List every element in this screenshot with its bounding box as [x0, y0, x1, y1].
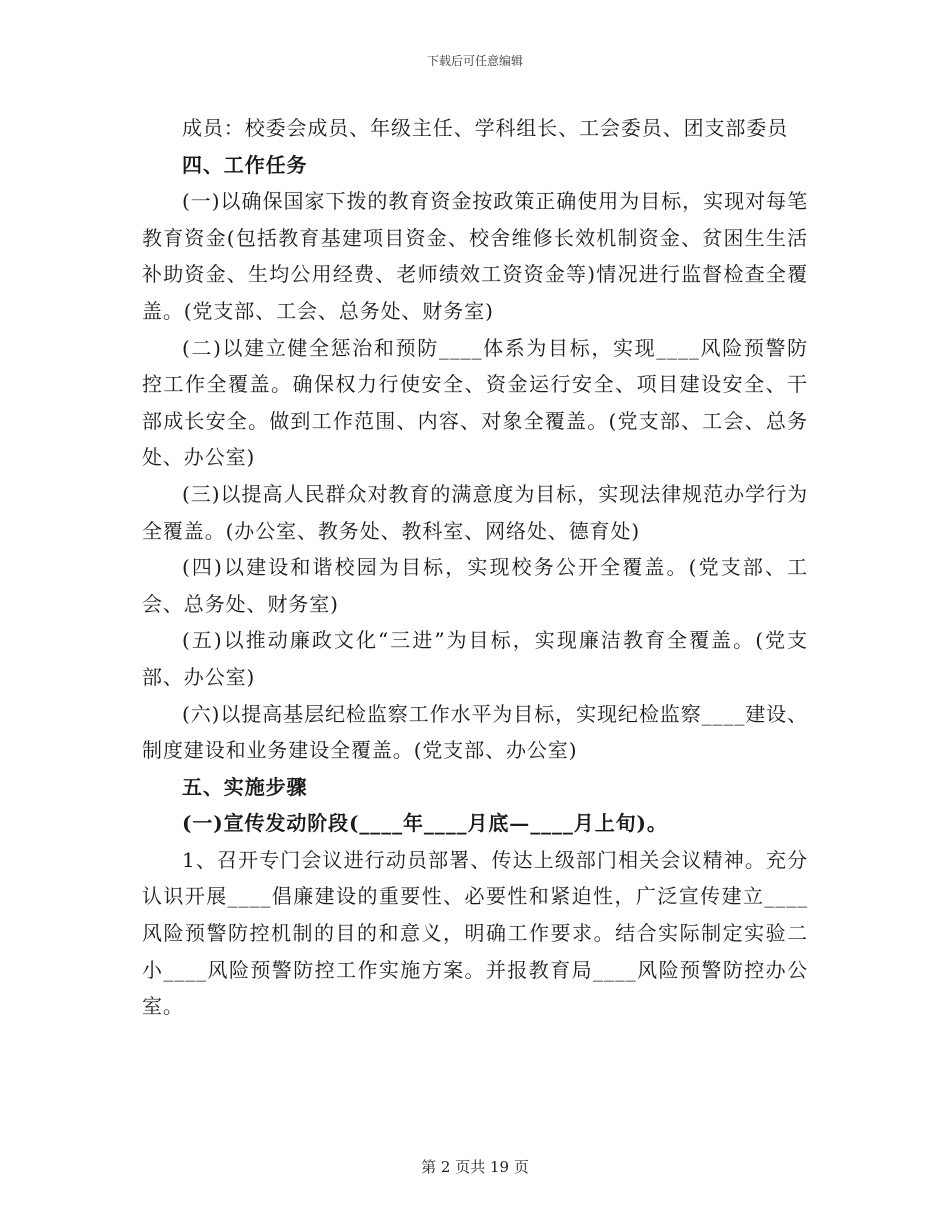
paragraph-task-5: (五)以推动廉政文化“三进”为目标，实现廉洁教育全覆盖。(党支部、办公室) [142, 628, 808, 689]
subheading-stage-1: (一)宣传发动阶段(____年____月底—____月上旬)。 [182, 811, 668, 836]
paragraph-task-4: (四)以建设和谐校园为目标，实现校务公开全覆盖。(党支部、工会、总务处、财务室) [142, 555, 808, 616]
paragraph-members: 成员：校委会成员、年级主任、学科组长、工会委员、团支部委员 [182, 116, 789, 140]
page-header-note: 下载后可任意编辑 [426, 54, 523, 68]
section-heading-steps: 五、实施步骤 [182, 774, 308, 799]
paragraph-task-2: (二)以建立健全惩治和预防____体系为目标，实现____风险预警防控工作全覆盖。确保权力行使安全、资金运行安全、项目建设安全、干部成长安全。做到工作范围、内容、对象全覆盖。(党支部、工会、总务处、办公室) [142, 335, 808, 470]
section-heading-tasks: 四、工作任务 [182, 152, 308, 177]
paragraph-task-6: (六)以提高基层纪检监察工作水平为目标，实现纪检监察____建设、制度建设和业务建设全覆盖。(党支部、办公室) [142, 701, 808, 763]
paragraph-step-1: 1、召开专门会议进行动员部署、传达上级部门相关会议精神。充分认识开展____倡廉建设的重要性、必要性和紧迫性，广泛宣传建立____风险预警防控机制的目的和意义，明确工作要求。结合实际制定实验二小____风险预警防控工作实施方案。并报教育局____风险预警防控办公室。 [142, 847, 808, 1019]
paragraph-task-1: (一)以确保国家下拨的教育资金按政策正确使用为目标，实现对每笔教育资金(包括教育基建项目资金、校舍维修长效机制资金、贫困生生活补助资金、生均公用经费、老师绩效工资资金等)情况进行监督检查全覆盖。(党支部、工会、总务处、财务室) [142, 189, 808, 323]
page-number: 第 2 页共 19 页 [421, 1158, 529, 1176]
document-body [142, 110, 808, 1025]
paragraph-task-3: (三)以提高人民群众对教育的满意度为目标，实现法律规范办学行为全覆盖。(办公室、教务处、教科室、网络处、德育处) [142, 481, 808, 543]
